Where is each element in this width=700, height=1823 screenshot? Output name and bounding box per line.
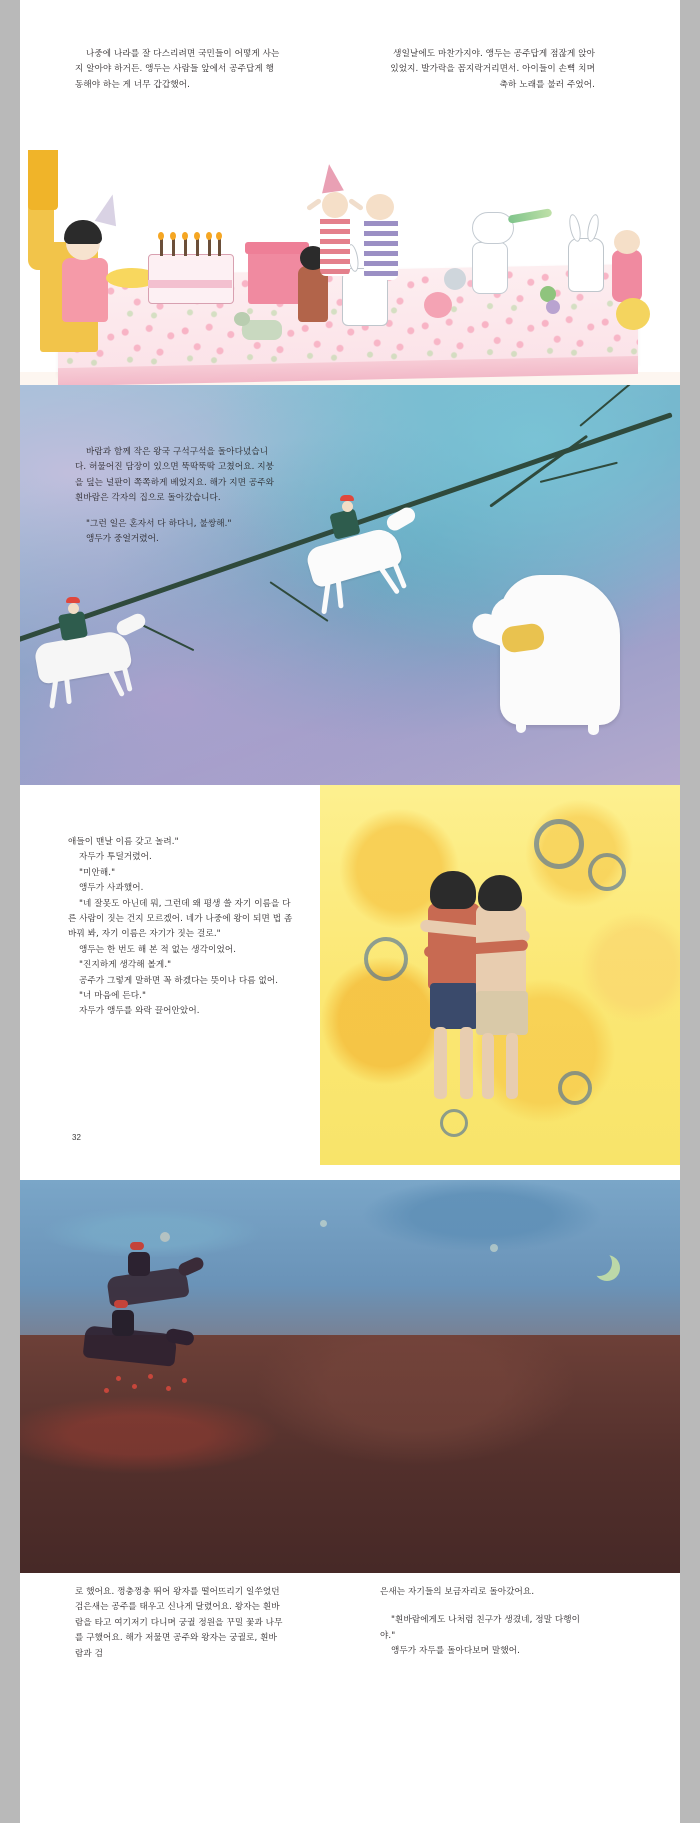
- spread4-right-paragraph-1: 은새는 자기들의 보금자리로 돌아갔어요.: [380, 1587, 535, 1597]
- spread4-right-paragraph-2: 앵두가 자두를 돌아다보며 말했어.: [391, 1646, 520, 1657]
- pajama-kid: [364, 216, 398, 280]
- spread3-line-8: 공주가 그렇게 말하면 꼭 하겠다는 뜻이나 다름 없어.: [79, 975, 279, 986]
- rider-head: [342, 501, 353, 512]
- branch-twig: [140, 623, 195, 651]
- horse-leg: [64, 672, 72, 704]
- arm: [306, 198, 322, 211]
- boy-shorts: [430, 983, 478, 1029]
- spread1-right-text-column: [380, 47, 595, 93]
- dark-rider: [128, 1252, 150, 1276]
- horse-legs-back: [588, 685, 599, 735]
- white-horse-left: [33, 629, 133, 685]
- spread3-line-4: 앵두가 사과했어.: [79, 883, 144, 894]
- bunny-right: [568, 238, 604, 292]
- flame-icon: [194, 232, 200, 240]
- dark-rider: [112, 1310, 134, 1336]
- candle: [208, 238, 211, 256]
- spread1-left-paragraph: 나중에 나라를 잘 다스리려면 국민들이 어떻게 사는지 알아야 하거든. 앵두는 사람들 앞에서 공주답게 행동해야 하는 게 너무 갑갑했어.: [75, 49, 280, 90]
- spread2-text-column: [75, 445, 275, 547]
- spread2-paragraph-2: 앵두가 중얼거렸어.: [86, 534, 159, 545]
- red-flower: [116, 1376, 121, 1381]
- spread4-right-text-column: [380, 1585, 595, 1660]
- horse-leg: [335, 574, 344, 608]
- candle: [172, 238, 175, 256]
- girl-body: [62, 258, 108, 322]
- dark-rider-cap-icon: [114, 1300, 128, 1308]
- sky-spark: [320, 1220, 327, 1227]
- spread3-line-10: 자두가 앵두를 와락 끌어안았어.: [79, 1006, 200, 1017]
- pink-child: [612, 250, 642, 302]
- sky-spark: [490, 1244, 498, 1252]
- spread3-line-1: 애들이 맨날 이름 갖고 놀려.": [68, 837, 179, 847]
- page-number: 32: [72, 1133, 81, 1142]
- boy-head: [430, 871, 476, 909]
- horse-legs-front: [516, 685, 526, 733]
- party-horn-icon: [508, 208, 553, 224]
- pajama-kid-head: [366, 194, 394, 220]
- balloon-grey: [444, 268, 466, 290]
- book-page-scan: [20, 0, 680, 1823]
- spread1-illustration: [20, 150, 680, 385]
- rider-body: [58, 611, 88, 641]
- spread4-right-quote: "흰바람에게도 나처럼 친구가 생겼네, 정말 다행이야.": [380, 1615, 581, 1641]
- boy-leg: [460, 1027, 473, 1099]
- blue-swirl-decor: [534, 819, 584, 869]
- spread-horses-branch: [20, 385, 680, 785]
- birthday-cake: [148, 238, 232, 304]
- spread4-left-text-column: [75, 1585, 285, 1662]
- spread-night-ride: [20, 1180, 680, 1823]
- girl-head: [478, 875, 522, 911]
- balloon-purple: [546, 300, 560, 314]
- striped-boy-head: [322, 192, 348, 218]
- blue-swirl-decor: [588, 853, 626, 891]
- rider-head: [68, 603, 79, 614]
- horse-leg: [120, 660, 133, 692]
- dark-rider-cap-icon: [130, 1242, 144, 1250]
- horse-leg: [321, 578, 331, 614]
- spread2-quote: "그런 일은 혼자서 다 하다니, 불쌍해.": [86, 518, 232, 529]
- branch-twig: [540, 462, 618, 483]
- girl-hair: [64, 220, 102, 244]
- spread-birthday-party: [20, 0, 680, 385]
- red-flower: [104, 1388, 109, 1393]
- spread3-illustration: [320, 785, 680, 1165]
- spread3-line-3: "미안해.": [79, 867, 116, 878]
- balloon-yellow: [616, 298, 650, 330]
- spread3-line-6: 앵두는 한 번도 해 본 적 없는 생각이었어.: [79, 944, 237, 955]
- gift-lid: [245, 242, 309, 254]
- flame-icon: [216, 232, 222, 240]
- flame-icon: [182, 232, 188, 240]
- spread1-left-text-column: [75, 47, 280, 93]
- flame-icon: [158, 232, 164, 240]
- cake-body: [148, 254, 234, 304]
- red-flower: [182, 1378, 187, 1383]
- brown-dog-head: [234, 312, 250, 326]
- candle: [218, 238, 221, 256]
- girl-leg: [482, 1033, 494, 1099]
- branch-leaf-cluster: [579, 385, 634, 427]
- party-hat-icon: [318, 163, 344, 194]
- blue-swirl-decor: [364, 937, 408, 981]
- rider-red-cap-icon: [340, 495, 354, 501]
- striped-boy: [320, 214, 350, 276]
- sky-spark: [160, 1232, 170, 1242]
- red-flower: [132, 1384, 137, 1389]
- spread1-right-paragraph: 생일날에도 마찬가지야. 앵두는 공주답게 점잖게 앉아 있었지. 발가락을 꼼지락거리면서. 아이들이 손뼉 치며 축하 노래를 불러 주었어.: [390, 49, 595, 90]
- blue-swirl-decor: [558, 1071, 592, 1105]
- blue-swirl-decor: [440, 1109, 468, 1137]
- rider-red-cap-icon: [66, 597, 80, 603]
- pink-child-head: [614, 230, 640, 254]
- spread3-line-9: "너 마음에 든다.": [79, 991, 147, 1002]
- bunny-ear: [567, 213, 583, 242]
- party-hat-icon: [95, 192, 124, 226]
- branch-twig: [269, 581, 328, 622]
- girl-leg: [506, 1033, 518, 1099]
- horse-leg: [49, 674, 59, 708]
- spread2-paragraph-1: 바람과 함께 작은 왕국 구석구석을 돌아다녔습니다. 허물어진 담장이 있으면 뚝딱뚝딱 고쳤어요. 지붕을 덮는 널판이 쪽쪽하게 베었지요. 해가 지면 공주와 흰바람은 각자의 집으로 돌아갔습니다.: [75, 447, 275, 504]
- spread3-line-7: "진지하게 생각해 볼게.": [79, 960, 172, 971]
- spread3-line-5: "네 잘못도 아닌데 뭐, 그런데 왜 평생 쓸 자기 이름을 다른 사람이 짓는 건지 모르겠어. 네가 나중에 왕이 되면 법 좀 바꿔 봐, 자기 이름은 자기가 짓는 걸로.": [68, 898, 293, 940]
- spread-yellow-hug: [20, 785, 680, 1180]
- candle: [196, 238, 199, 256]
- candle: [160, 238, 163, 256]
- spread3-line-2: 자두가 투덜거렸어.: [79, 852, 152, 863]
- arm: [348, 198, 364, 211]
- girl-skirt: [476, 991, 528, 1035]
- spread4-left-paragraph: 로 했어요. 껑충껑충 뛰어 왕자를 떨어뜨리기 일쑤였던 검은새는 공주를 태우고 신나게 달렸어요. 왕자는 흰바람을 타고 여기저기 다니며 궁궐 정원을 꾸밀 꽃과 나무를 구했어요. 해가 저물면 공주와 왕자는 궁궐로, 흰바람과 검: [75, 1587, 283, 1659]
- balloon-pink: [424, 292, 452, 318]
- spread3-text-column: [68, 835, 298, 1020]
- red-flower: [148, 1374, 153, 1379]
- candle: [184, 238, 187, 256]
- horse-head: [114, 611, 148, 638]
- flame-icon: [170, 232, 176, 240]
- giraffe-toy: [28, 150, 58, 210]
- red-flower: [166, 1386, 171, 1391]
- moon-icon: [586, 1250, 612, 1276]
- horn-kid-body: [472, 242, 508, 294]
- dark-ground: [20, 1335, 680, 1585]
- boy-leg: [434, 1027, 447, 1099]
- flame-icon: [206, 232, 212, 240]
- cake-stripe: [148, 280, 232, 288]
